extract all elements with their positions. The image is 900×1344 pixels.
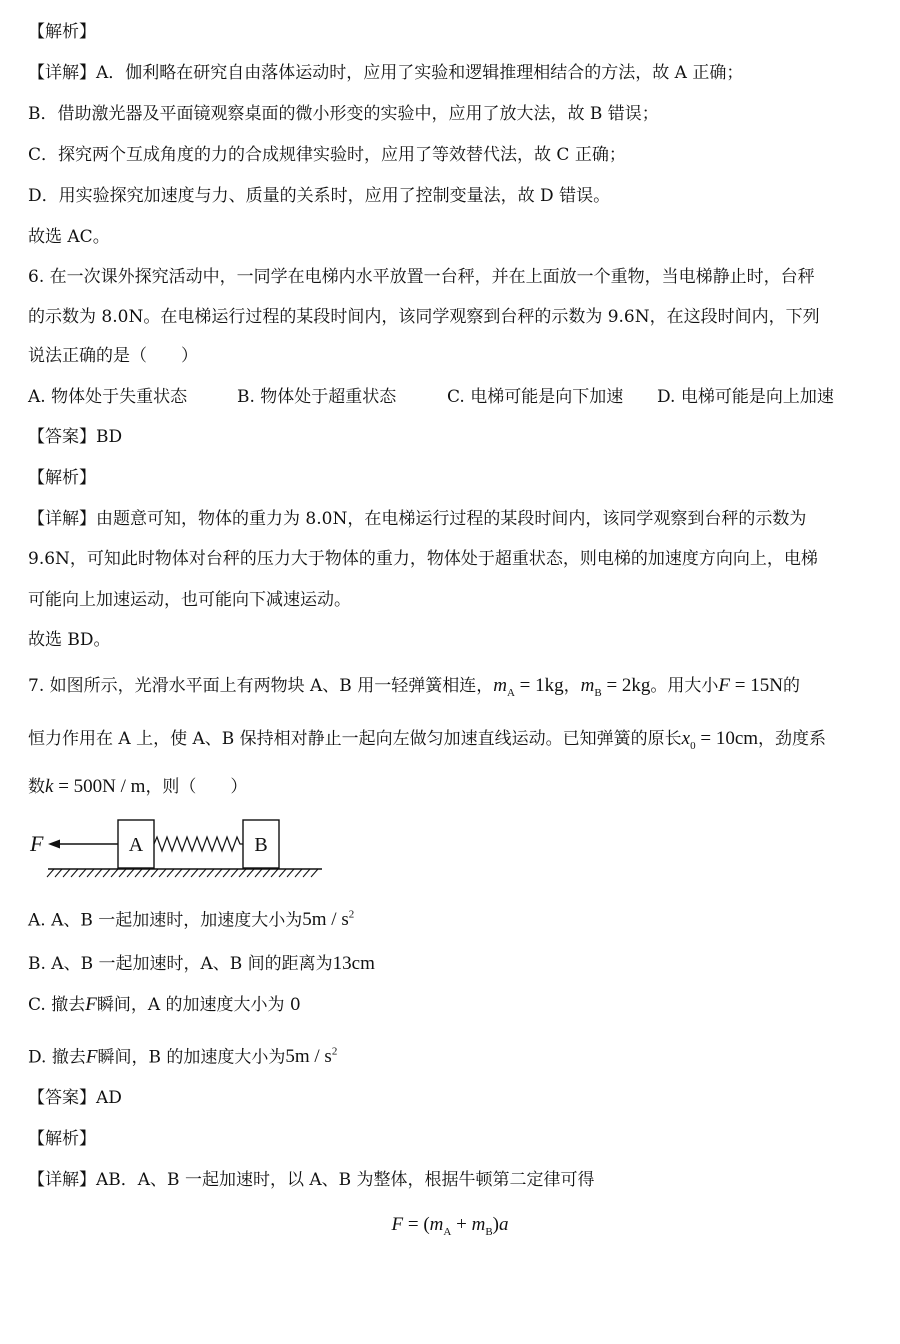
question-6-line-3: 说法正确的是（ ） [28, 346, 198, 366]
q7-option-a [28, 903, 354, 932]
spring [154, 837, 243, 851]
detail-6-line-1: 【详解】由题意可知，物体的重力为 8.0N，在电梯运行过程的某段时间内，该同学观察到台秤的示数为 [28, 509, 807, 529]
subscript: B [594, 686, 602, 699]
q7-text: 恒力作用在 A 上，使 A、B 保持相对静止一起向左做匀加速直线运动。已知弹簧的原长 [28, 729, 682, 749]
analysis-heading-7: 【解析】 [28, 1129, 96, 1149]
subscript: A [443, 1225, 452, 1238]
q7-option-d [28, 1040, 337, 1069]
ground-hatching [47, 869, 318, 877]
q7-text: 。用大小 [650, 676, 719, 696]
force-symbol: F [85, 994, 97, 1015]
option-text: C. 撤去 [28, 995, 86, 1015]
option-text: 瞬间，A 的加速度大小为 0 [96, 995, 301, 1015]
detail-5-d: D．用实验探究加速度与力、质量的关系时，应用了控制变量法，故 D 错误。 [28, 186, 611, 206]
subscript: 0 [690, 739, 696, 752]
q6-option-b: B. 物体处于超重状态 [237, 387, 397, 407]
analysis-heading-5: 【解析】 [28, 22, 96, 42]
detail-7: 【详解】AB．A、B 一起加速时，以 A、B 为整体，根据牛顿第二定律可得 [28, 1170, 595, 1190]
subscript: A [506, 686, 515, 699]
mass-value: = 1kg [514, 675, 564, 696]
question-7-line-1 [28, 674, 800, 705]
length-value: = 10cm [695, 728, 759, 749]
question-6-line-2: 的示数为 8.0N。在电梯运行过程的某段时间内，该同学观察到台秤的示数为 9.6N，在这段时间内，下列 [28, 307, 820, 327]
q7-option-b [28, 952, 375, 976]
option-value [302, 909, 354, 930]
subscript: B [485, 1225, 493, 1238]
option-text: D. 撤去 [28, 1047, 86, 1068]
accel-value: 5m / s [302, 909, 349, 931]
length-formula [681, 728, 759, 752]
q6-option-a: A. 物体处于失重状态 [28, 387, 188, 407]
newton-second-law-equation [0, 1212, 900, 1245]
option-text: A. A、B 一起加速时，加速度大小为 [28, 910, 303, 931]
stiffness-value: = 500N / m [53, 776, 146, 797]
force-formula [718, 675, 783, 696]
mass-symbol: m [429, 1214, 444, 1235]
detail-5-a: 【详解】A．伽利略在研究自由落体运动时，应用了实验和逻辑推理相结合的方法，故 A 正确； [28, 63, 744, 83]
q7-text: 数 [28, 777, 45, 797]
accel-value: 5m / s [285, 1046, 332, 1068]
detail-5-b: B．借助激光器及平面镜观察桌面的微小形变的实验中，应用了放大法，故 B 错误； [28, 104, 659, 124]
q7-text: ， [563, 676, 581, 696]
selection-5: 故选 AC。 [28, 227, 110, 247]
stiffness-symbol: k [45, 776, 54, 797]
q7-text: ，劲度系 [758, 729, 827, 749]
force-symbol: F [391, 1214, 404, 1235]
option-value [285, 1046, 337, 1067]
q7-text: 7. 如图所示，光滑水平面上有两物块 A、B 用一轻弹簧相连， [28, 676, 494, 696]
force-label: F [30, 831, 44, 856]
force-value: = 15N [730, 675, 783, 696]
q6-option-c: C. 电梯可能是向下加速 [447, 387, 624, 407]
q6-option-d: D. 电梯可能是向上加速 [657, 387, 834, 407]
mass-symbol: m [580, 675, 595, 696]
acceleration-symbol: a [498, 1214, 509, 1235]
block-a-label: A [128, 834, 144, 856]
force-symbol: F [85, 1046, 98, 1068]
block-b-label: B [254, 834, 268, 856]
spring-blocks-figure [26, 812, 326, 880]
mass-symbol: m [471, 1214, 486, 1235]
option-text: B. A、B 一起加速时，A、B 间的距离为 [28, 954, 333, 974]
mass-value: = 2kg [601, 675, 651, 696]
selection-6: 故选 BD。 [28, 630, 111, 650]
detail-6-line-2: 9.6N，可知此时物体对台秤的压力大于物体的重力，物体处于超重状态，则电梯的加速度方向向上，电梯 [28, 549, 818, 569]
force-arrow [48, 840, 118, 849]
option-value: 13cm [332, 953, 375, 974]
question-7-line-2 [28, 727, 826, 758]
force-symbol: F [718, 675, 731, 696]
plus: + [451, 1214, 472, 1235]
detail-6-line-3: 可能向上加速运动，也可能向下减速运动。 [28, 590, 351, 610]
q7-text: 的 [782, 676, 800, 696]
close-paren: ) [492, 1214, 499, 1235]
q7-text: ，则（ ） [145, 777, 248, 797]
question-6-line-1: 6. 在一次课外探究活动中，一同学在电梯内水平放置一台秤，并在上面放一个重物，当电梯静止时，台秤 [28, 267, 815, 287]
equals-open: = ( [403, 1214, 430, 1235]
question-7-line-3 [28, 775, 247, 799]
option-text: 瞬间，B 的加速度大小为 [97, 1047, 286, 1068]
superscript: 2 [348, 909, 355, 921]
mass-symbol: m [493, 675, 507, 696]
answer-7: 【答案】AD [28, 1088, 122, 1108]
stiffness-formula [45, 776, 145, 797]
mass-a-formula [493, 675, 564, 699]
superscript: 2 [331, 1046, 338, 1058]
length-symbol: x [681, 728, 691, 749]
detail-5-c: C．探究两个互成角度的力的合成规律实验时，应用了等效替代法，故 C 正确； [28, 145, 626, 165]
q7-option-c [28, 993, 301, 1017]
mass-b-formula [580, 675, 651, 699]
answer-6: 【答案】BD [28, 427, 123, 447]
analysis-heading-6: 【解析】 [28, 468, 96, 488]
